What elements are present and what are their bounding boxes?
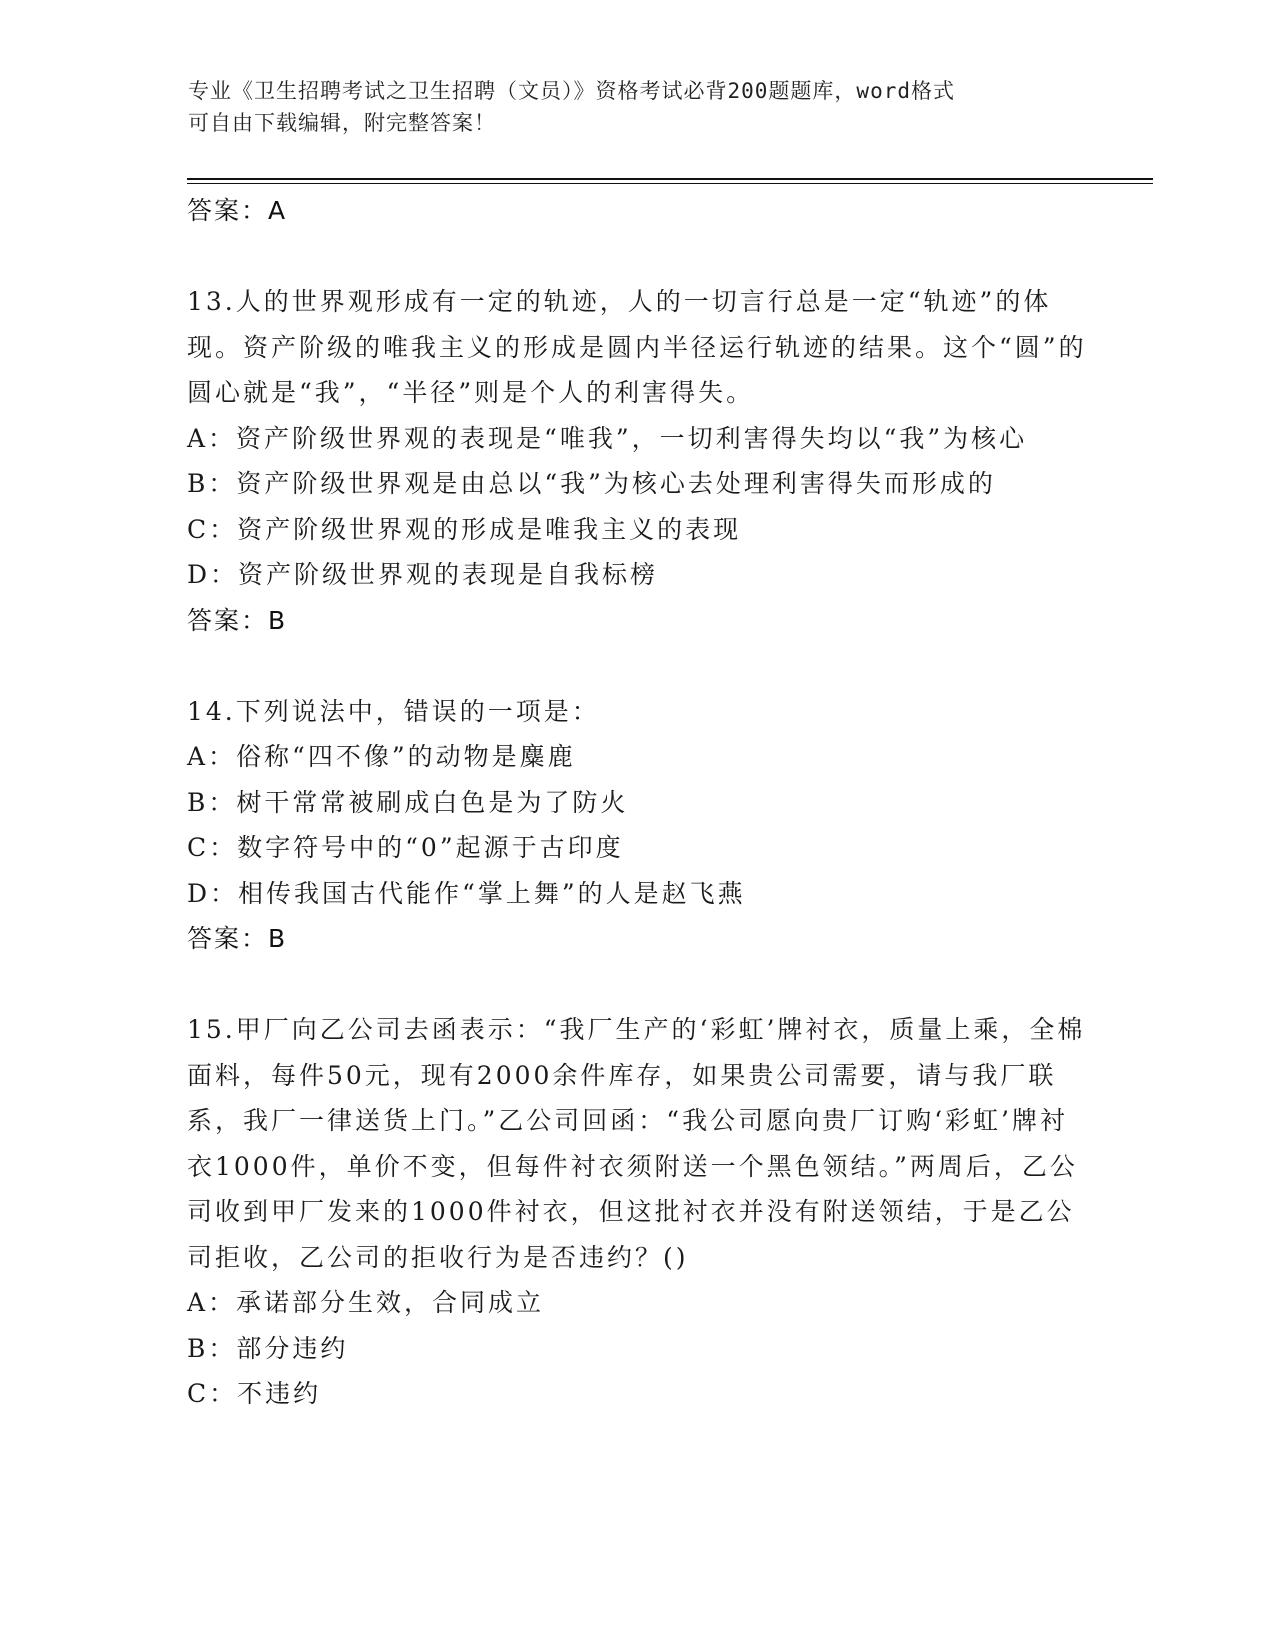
option-d: D：资产阶级世界观的表现是自我标榜 [187, 560, 659, 589]
answer-label: 答案：B [187, 605, 288, 635]
document-body [187, 188, 1087, 1417]
header-divider-thick [187, 178, 1153, 180]
question-block-13 [187, 279, 1087, 643]
question-text: 13.人的世界观形成有一定的轨迹，人的一切言行总是一定“轨迹”的体现。资产阶级的唯我主义的形成是圆内半径运行轨迹的结果。这个“圆”的圆心就是“我”，“半径”则是个人的利害得失。 [187, 287, 1087, 407]
question-text: 15.甲厂向乙公司去函表示：“我厂生产的‘彩虹’牌衬衣，质量上乘，全棉面料，每件50元，现有2000余件库存，如果贵公司需要，请与我厂联系，我厂一律送货上门。”乙公司回函：“我公司愿向贵厂订购‘彩虹’牌衬衣1000件，单价不变，但每件衬衣须附送一个黑色领结。”两周后，乙公司收到甲厂发来的1000件衬衣，但这批衬衣并没有附送领结，于是乙公司拒收，乙公司的拒收行为是否违约？() [187, 1015, 1086, 1272]
question-block-15 [187, 1007, 1087, 1417]
header-line-2: 可自由下载编辑，附完整答案！ [188, 111, 496, 135]
option-a: A：俗称“四不像”的动物是麋鹿 [187, 742, 576, 771]
spacer [187, 233, 1087, 279]
option-b: B：树干常常被刷成白色是为了防火 [187, 787, 629, 817]
answer-label: 答案：A [187, 196, 288, 225]
spacer [187, 961, 1087, 1007]
answer-label: 答案：B [187, 924, 288, 953]
header-line-1: 专业《卫生招聘考试之卫生招聘（文员）》资格考试必背200题题库，word格式 [188, 79, 955, 103]
option-c: C：资产阶级世界观的形成是唯我主义的表现 [187, 514, 742, 544]
option-a: A：承诺部分生效，合同成立 [187, 1288, 545, 1317]
spacer [187, 643, 1087, 689]
option-b: B：资产阶级世界观是由总以“我”为核心去处理利害得失而形成的 [187, 469, 996, 498]
option-a: A：资产阶级世界观的表现是“唯我”，一切利害得失均以“我”为核心 [187, 423, 1028, 453]
question-text: 14.下列说法中，错误的一项是： [187, 696, 600, 726]
option-d: D：相传我国古代能作“掌上舞”的人是赵飞燕 [187, 878, 746, 908]
option-c: C：数字符号中的“0”起源于古印度 [187, 833, 624, 862]
document-header [188, 75, 1068, 139]
option-b: B：部分违约 [187, 1333, 349, 1363]
question-block-14 [187, 689, 1087, 962]
header-divider-thin [187, 183, 1153, 184]
option-c: C：不违约 [187, 1379, 322, 1408]
